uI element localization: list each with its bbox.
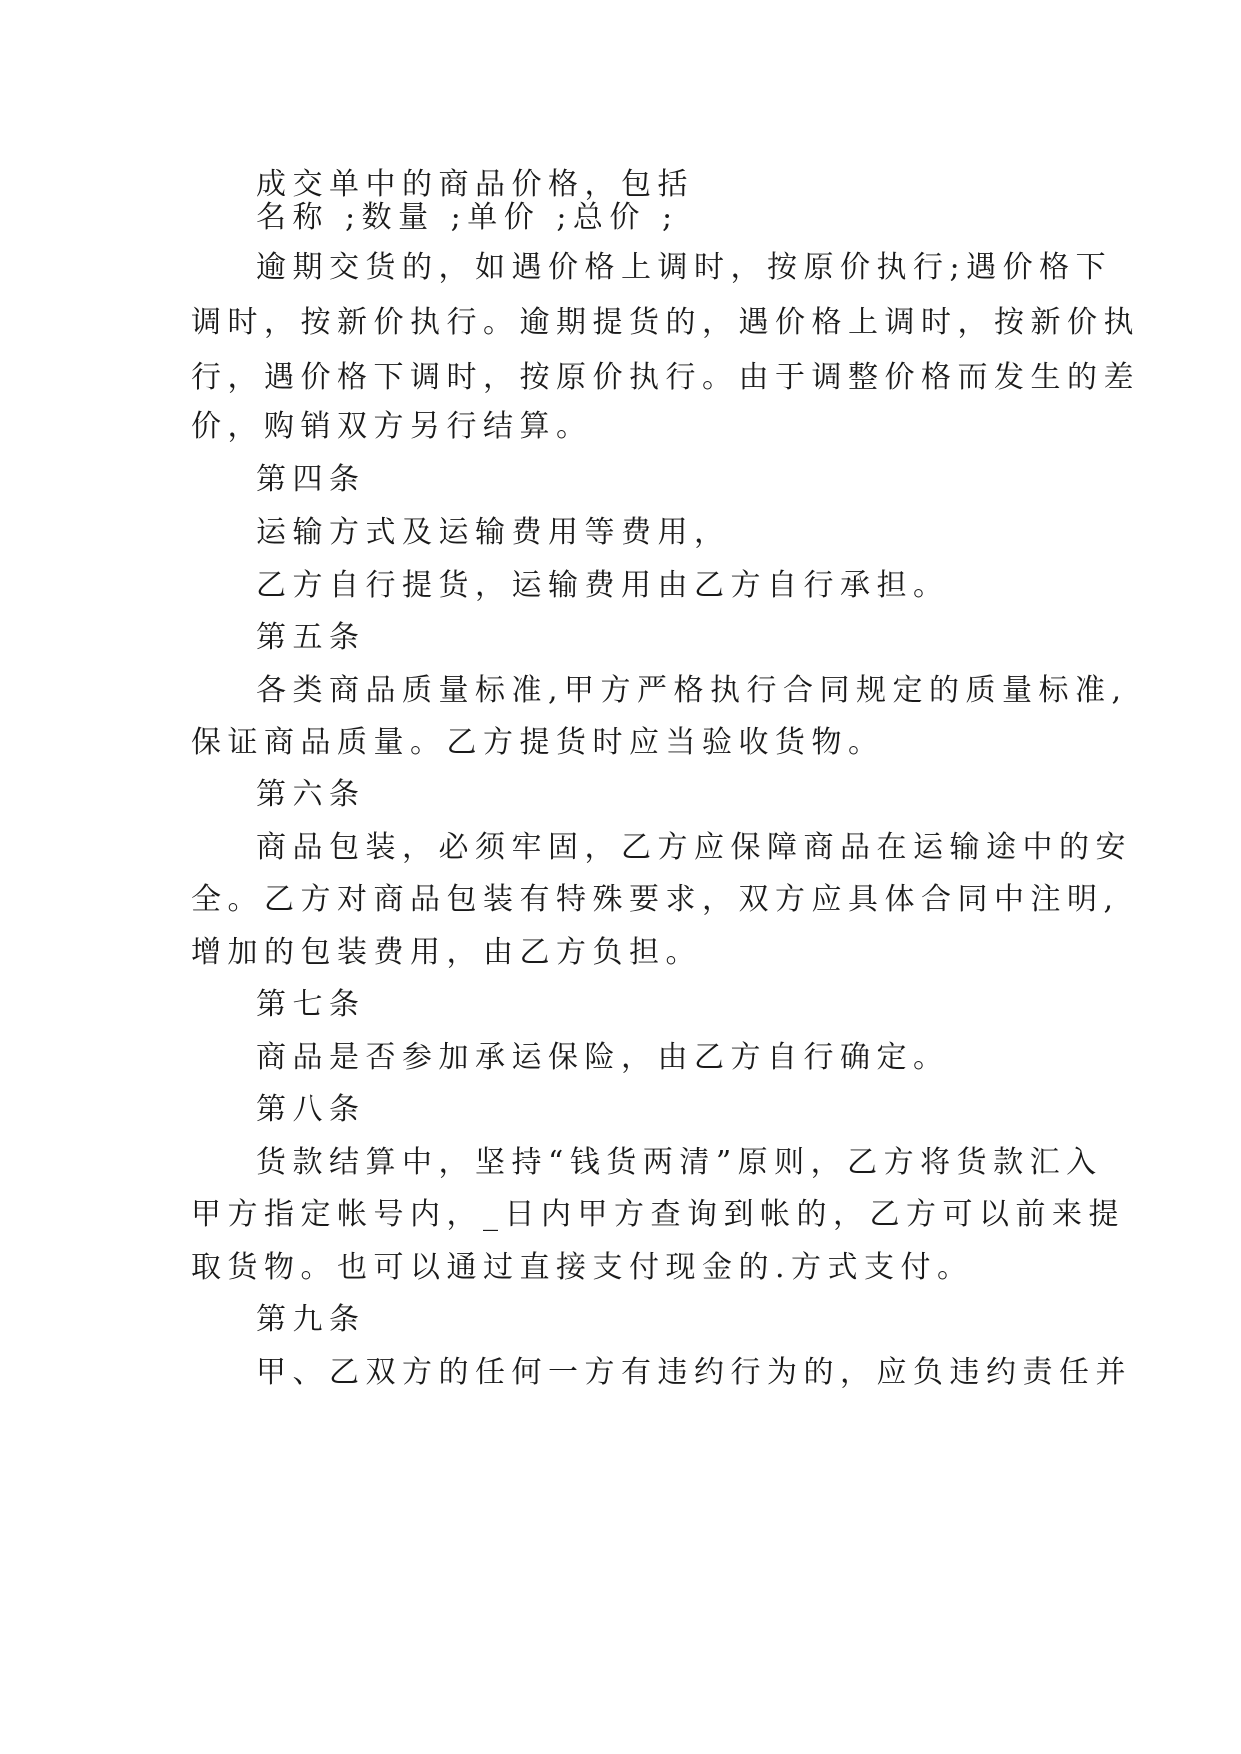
article-heading: 第七条 bbox=[256, 987, 366, 1022]
paragraph-line: 商品是否参加承运保险，由乙方自行确定。 bbox=[256, 1040, 950, 1075]
article-heading: 第六条 bbox=[256, 777, 366, 812]
paragraph-line: 调时，按新价执行。逾期提货的，遇价格上调时，按新价执 bbox=[191, 305, 1140, 340]
paragraph-line: 行，遇价格下调时，按原价执行。由于调整价格而发生的差 bbox=[191, 360, 1140, 395]
paragraph-line: 价，购销双方另行结算。 bbox=[191, 409, 593, 444]
paragraph-line: 甲方指定帐号内，_日内甲方查询到帐的，乙方可以前来提 bbox=[191, 1197, 1125, 1232]
paragraph-line: 运输方式及运输费用等费用， bbox=[256, 515, 731, 550]
paragraph-line: 成交单中的商品价格，包括 bbox=[256, 167, 694, 202]
article-heading: 第四条 bbox=[256, 462, 366, 497]
paragraph-line: 商品包装，必须牢固，乙方应保障商品在运输途中的安 bbox=[256, 830, 1132, 865]
article-heading: 第八条 bbox=[256, 1092, 366, 1127]
article-heading: 第九条 bbox=[256, 1302, 366, 1337]
paragraph-line: 保证商品质量。乙方提货时应当验收货物。 bbox=[191, 725, 885, 760]
paragraph-line: 逾期交货的，如遇价格上调时，按原价执行;遇价格下 bbox=[256, 250, 1113, 285]
paragraph-line: 甲、乙双方的任何一方有违约行为的，应负违约责任并 bbox=[256, 1355, 1132, 1390]
paragraph-line: 各类商品质量标准,甲方严格执行合同规定的质量标准, bbox=[256, 673, 1128, 708]
paragraph-line: 增加的包装费用，由乙方负担。 bbox=[191, 935, 702, 970]
paragraph-line: 取货物。也可以通过直接支付现金的.方式支付。 bbox=[191, 1250, 974, 1285]
paragraph-line: 名称 ;数量 ;单价 ;总价 ; bbox=[256, 200, 679, 235]
paragraph-line: 货款结算中，坚持“钱货两清”原则，乙方将货款汇入 bbox=[256, 1145, 1103, 1180]
paragraph-line: 全。乙方对商品包装有特殊要求，双方应具体合同中注明, bbox=[191, 882, 1120, 917]
article-heading: 第五条 bbox=[256, 620, 366, 655]
paragraph-line: 乙方自行提货，运输费用由乙方自行承担。 bbox=[256, 568, 950, 603]
